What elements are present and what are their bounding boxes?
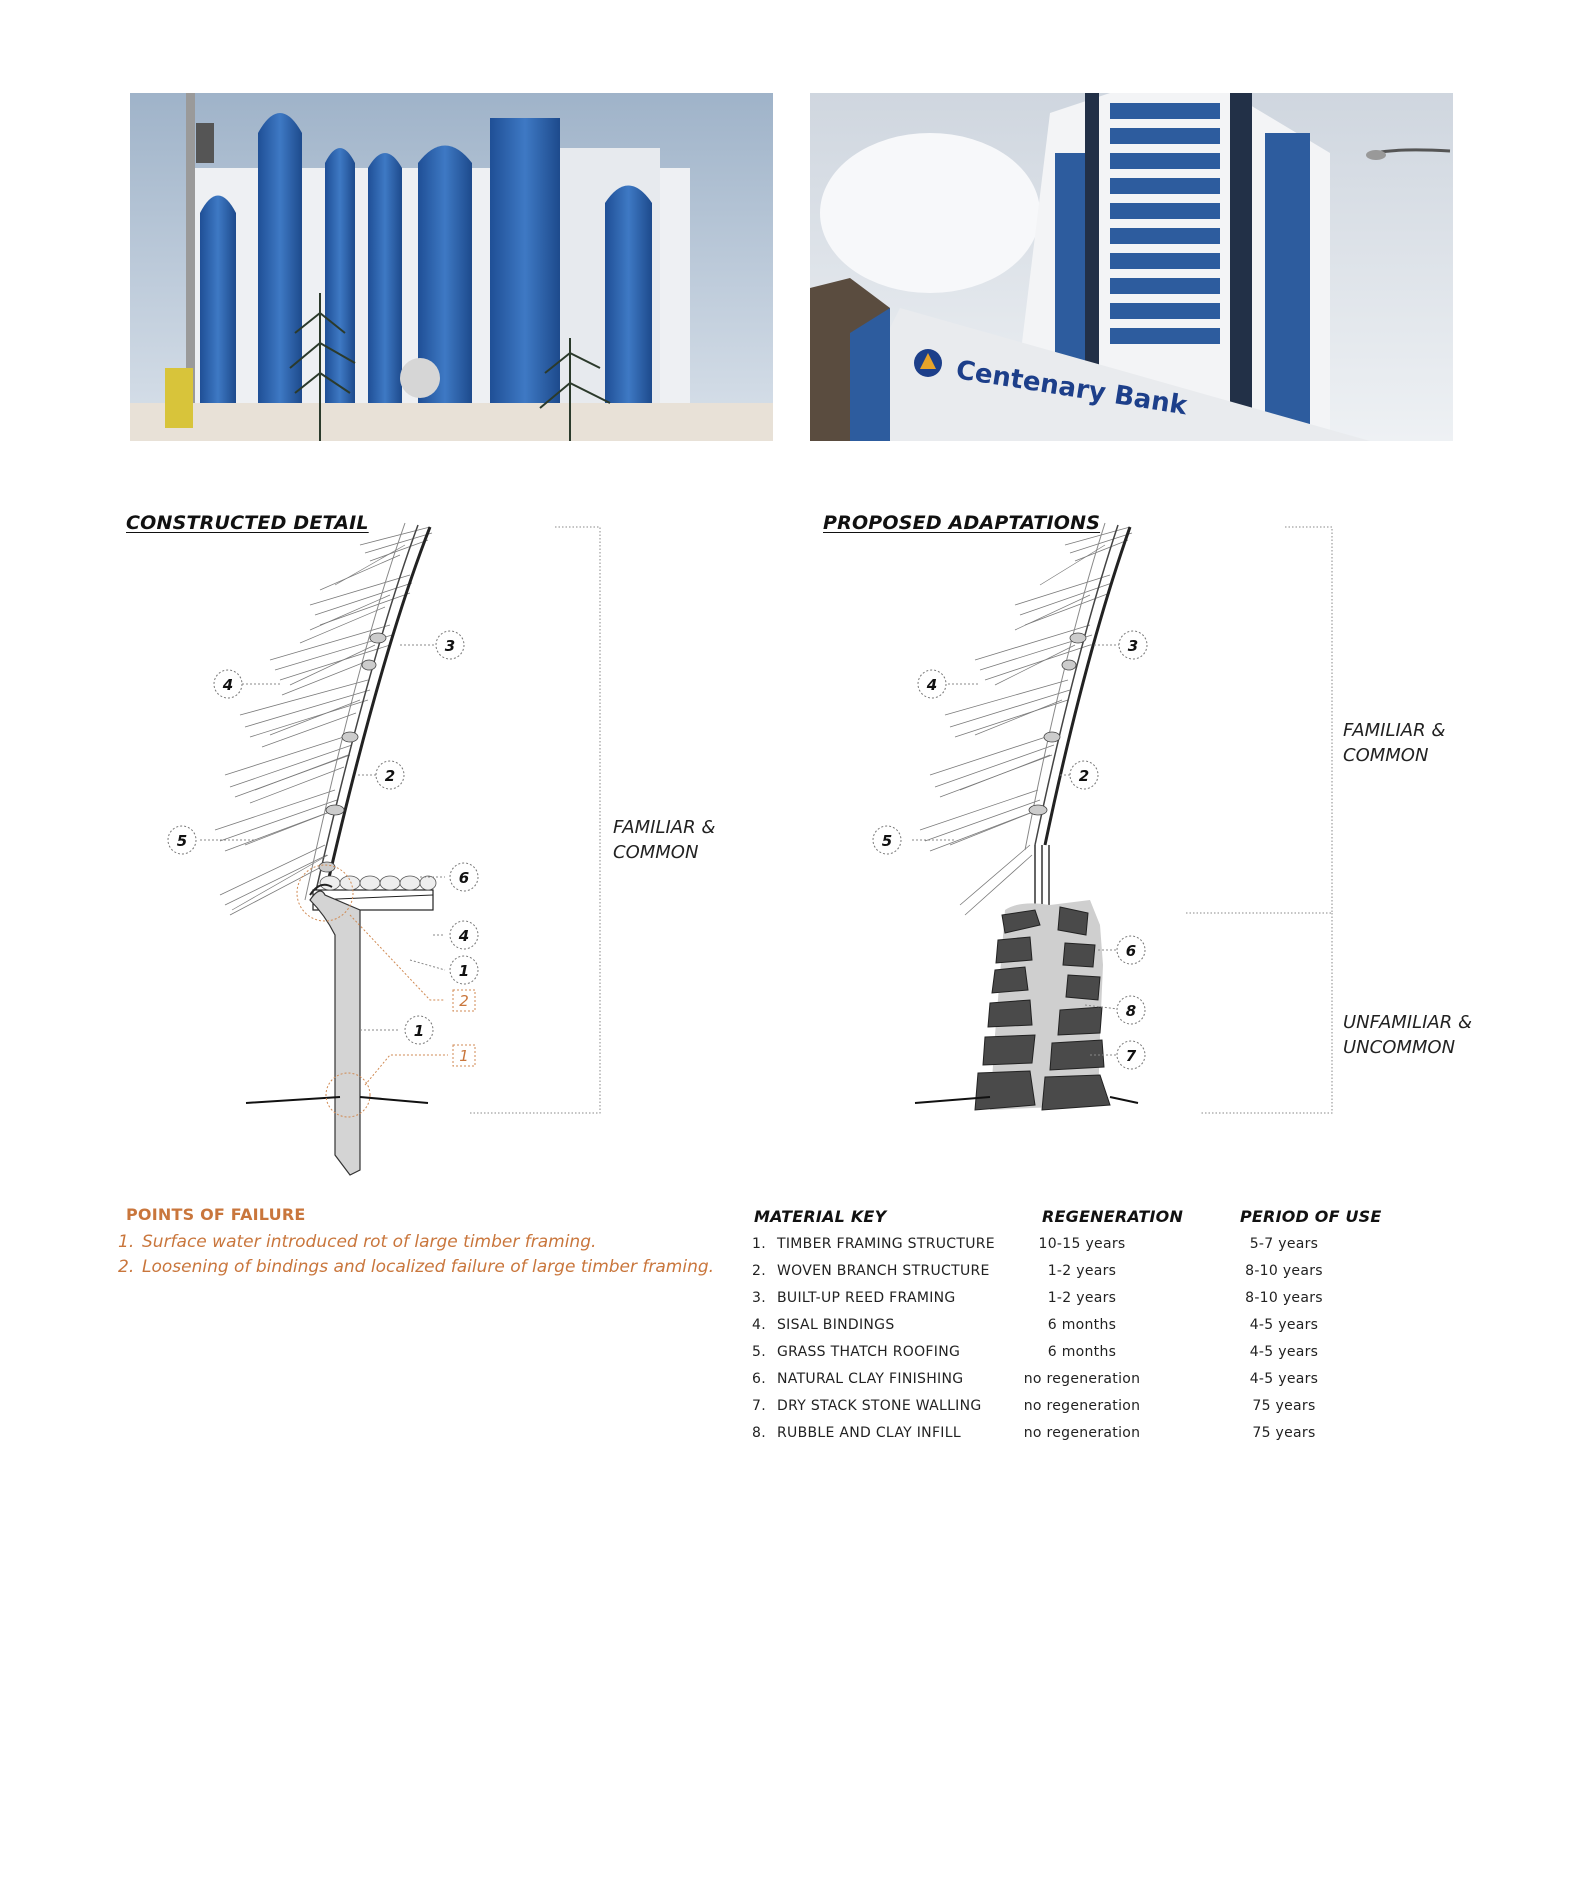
svg-text:1: 1 (413, 1022, 425, 1040)
failure-marker-2 (453, 990, 475, 1011)
svg-text:5: 5 (176, 832, 188, 850)
callout-3-proposed (1119, 631, 1147, 659)
row-material: NATURAL CLAY FINISHING (777, 1371, 964, 1387)
svg-text:8: 8 (1125, 1002, 1137, 1020)
office-tower-illustration (130, 93, 773, 441)
row-number: 4. (752, 1317, 766, 1333)
table-row (752, 1344, 1452, 1371)
range-label-unfamiliar-line2: UNCOMMON (1343, 1037, 1456, 1058)
table-row (752, 1236, 1452, 1263)
row-regeneration: no regeneration (1023, 1425, 1141, 1441)
svg-text:2: 2 (384, 767, 396, 785)
row-material: DRY STACK STONE WALLING (777, 1398, 982, 1414)
familiar-range-bracket (470, 527, 600, 1113)
callout-4 (214, 670, 242, 698)
row-material: WOVEN BRANCH STRUCTURE (777, 1263, 990, 1279)
stone-wall-section (975, 900, 1110, 1110)
callout-8-proposed (1117, 996, 1145, 1024)
row-regeneration: 1-2 years (1047, 1263, 1117, 1279)
photo-office-tower (130, 93, 773, 441)
callout-1-beam (450, 956, 478, 984)
row-number: 3. (752, 1290, 766, 1306)
range-label-familiar-line2: COMMON (613, 842, 699, 863)
failure-marker-1 (453, 1045, 475, 1066)
callout-4-proposed (918, 670, 946, 698)
row-period: 4-5 years (1249, 1371, 1319, 1387)
svg-text:3: 3 (444, 637, 456, 655)
callout-3 (436, 631, 464, 659)
thatch-roof-section-proposed (920, 523, 1132, 915)
svg-text:6: 6 (458, 869, 470, 887)
callout-5 (168, 826, 196, 854)
callout-2 (376, 761, 404, 789)
table-row (752, 1317, 1452, 1344)
table-row (752, 1290, 1452, 1317)
row-material: TIMBER FRAMING STRUCTURE (777, 1236, 995, 1252)
failure-item-text: Surface water introduced rot of large timber framing. (142, 1232, 597, 1252)
range-label-unfamiliar-line1: UNFAMILIAR & (1343, 1012, 1473, 1033)
familiar-range-bracket-proposed (1185, 527, 1332, 913)
row-material: BUILT-UP REED FRAMING (777, 1290, 956, 1306)
unfamiliar-range-bracket (1200, 913, 1332, 1113)
thatch-roof-section (215, 523, 432, 915)
row-regeneration: 10-15 years (1038, 1236, 1126, 1252)
row-period: 5-7 years (1249, 1236, 1319, 1252)
row-number: 6. (752, 1371, 766, 1387)
row-number: 5. (752, 1344, 766, 1360)
svg-text:4: 4 (222, 676, 234, 694)
row-regeneration: no regeneration (1023, 1371, 1141, 1387)
row-period: 4-5 years (1249, 1344, 1319, 1360)
row-regeneration: 1-2 years (1047, 1290, 1117, 1306)
table-row (752, 1425, 1452, 1452)
points-of-failure-title: POINTS OF FAILURE (126, 1205, 306, 1224)
regeneration-header: REGENERATION (1042, 1207, 1184, 1226)
svg-text:1: 1 (459, 1047, 469, 1065)
callout-7-proposed (1117, 1041, 1145, 1069)
row-period: 75 years (1252, 1425, 1316, 1441)
callout-4-binding (450, 921, 478, 949)
row-regeneration: no regeneration (1023, 1398, 1141, 1414)
svg-text:5: 5 (881, 832, 893, 850)
failure-item-text: Loosening of bindings and localized failure of large timber framing. (142, 1257, 715, 1277)
svg-text:2: 2 (1078, 767, 1090, 785)
constructed-detail-title: CONSTRUCTED DETAIL (126, 512, 369, 534)
svg-text:2: 2 (459, 992, 469, 1010)
row-number: 8. (752, 1425, 766, 1441)
material-key-header: MATERIAL KEY (754, 1207, 887, 1226)
callout-6-proposed (1117, 936, 1145, 964)
table-row (752, 1263, 1452, 1290)
range-label-familiar-proposed-line1: FAMILIAR & (1343, 720, 1446, 741)
failure-item (118, 1230, 758, 1255)
row-number: 2. (752, 1263, 766, 1279)
callout-6 (450, 863, 478, 891)
row-period: 4-5 years (1249, 1317, 1319, 1333)
failure-item-number: 1. (118, 1232, 135, 1252)
svg-text:7: 7 (1125, 1047, 1137, 1065)
callout-2-proposed (1070, 761, 1098, 789)
row-period: 8-10 years (1245, 1290, 1323, 1306)
range-label-familiar-proposed-line2: COMMON (1343, 745, 1429, 766)
row-material: RUBBLE AND CLAY INFILL (777, 1425, 961, 1441)
row-period: 75 years (1252, 1398, 1316, 1414)
period-of-use-header: PERIOD OF USE (1240, 1207, 1382, 1226)
row-material: GRASS THATCH ROOFING (777, 1344, 961, 1360)
svg-text:4: 4 (458, 927, 470, 945)
table-row (752, 1398, 1452, 1425)
timber-post (310, 885, 360, 1175)
row-material: SISAL BINDINGS (777, 1317, 895, 1333)
svg-text:1: 1 (458, 962, 470, 980)
callout-5-proposed (873, 826, 901, 854)
photo-centenary-bank (810, 93, 1453, 441)
row-number: 7. (752, 1398, 766, 1414)
bank-sign-text: Centenary Bank (953, 355, 1190, 422)
svg-text:3: 3 (1127, 637, 1139, 655)
row-regeneration: 6 months (1047, 1344, 1117, 1360)
bank-tower-illustration (810, 93, 1453, 441)
svg-text:4: 4 (926, 676, 938, 694)
failure-item-number: 2. (118, 1257, 135, 1277)
row-number: 1. (752, 1236, 766, 1252)
table-row (752, 1371, 1452, 1398)
svg-text:6: 6 (1125, 942, 1137, 960)
callout-1-post (405, 1016, 433, 1044)
range-label-familiar-line1: FAMILIAR & (613, 817, 716, 838)
proposed-adaptations-diagram (820, 515, 1520, 1135)
constructed-detail-diagram (120, 515, 760, 1190)
points-of-failure (118, 1205, 758, 1280)
row-regeneration: 6 months (1047, 1317, 1117, 1333)
failure-item (118, 1255, 758, 1280)
proposed-adaptations-title: PROPOSED ADAPTATIONS (823, 512, 1101, 534)
row-period: 8-10 years (1245, 1263, 1323, 1279)
